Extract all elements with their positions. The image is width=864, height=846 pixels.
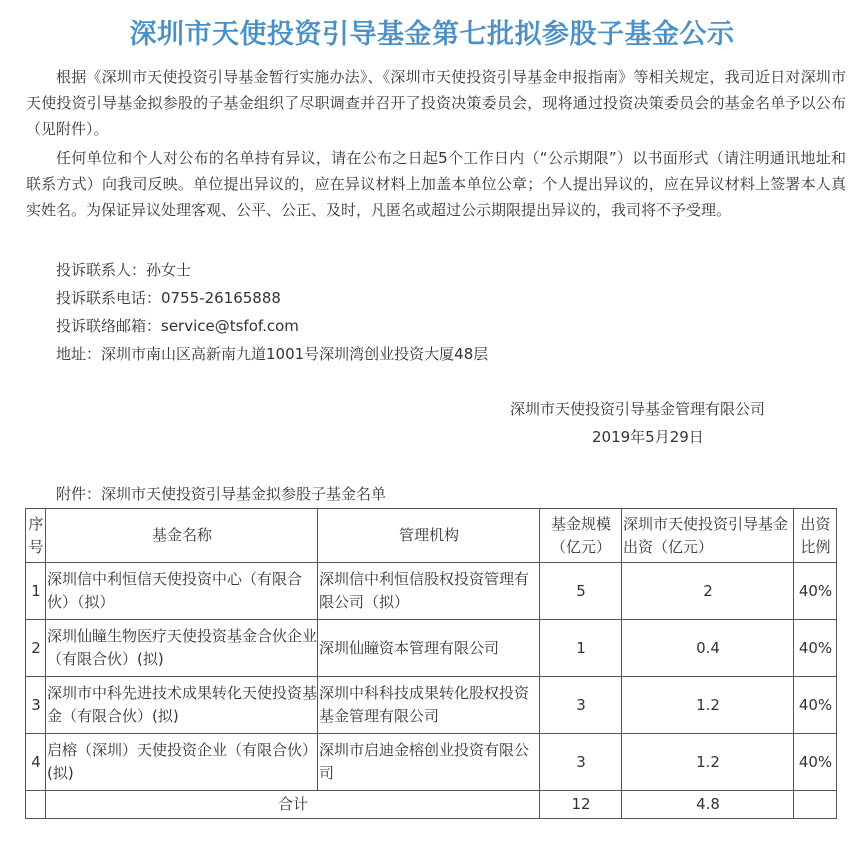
cell-total-contribution: 4.8 bbox=[622, 791, 794, 819]
cell-manager: 深圳信中利恒信股权投资管理有限公司（拟） bbox=[318, 563, 540, 620]
contact-email: 投诉联络邮箱：service@tsfof.com bbox=[56, 317, 299, 335]
cell-manager: 深圳仙瞳资本管理有限公司 bbox=[318, 620, 540, 677]
signature-org: 深圳市天使投资引导基金管理有限公司 bbox=[510, 400, 766, 418]
header-fund-name: 基金名称 bbox=[46, 509, 318, 563]
table-total-row bbox=[26, 791, 837, 819]
cell-no: 3 bbox=[26, 677, 46, 734]
contact-phone: 投诉联系电话：0755-26165888 bbox=[56, 289, 281, 307]
signature-date: 2019年5月29日 bbox=[592, 428, 704, 446]
fund-table bbox=[25, 508, 837, 819]
cell-fund-size: 3 bbox=[540, 734, 622, 791]
cell-total-ratio bbox=[794, 791, 837, 819]
cell-total-size: 12 bbox=[540, 791, 622, 819]
cell-ratio: 40% bbox=[794, 677, 837, 734]
cell-ratio: 40% bbox=[794, 563, 837, 620]
cell-fund-name: 启榕（深圳）天使投资企业（有限合伙）(拟) bbox=[46, 734, 318, 791]
cell-total-label: 合计 bbox=[46, 791, 540, 819]
cell-no: 1 bbox=[26, 563, 46, 620]
paragraph-intro: 根据《深圳市天使投资引导基金暂行实施办法》、《深圳市天使投资引导基金申报指南》等相关规定，我司近日对深圳市天使投资引导基金拟参股的子基金组织了尽职调查并召开了投资决策委员会，现将通过投资决策委员会的基金名单予以公布（见附件）。 bbox=[26, 68, 846, 138]
cell-total-blank bbox=[26, 791, 46, 819]
cell-manager: 深圳市启迪金榕创业投资有限公司 bbox=[318, 734, 540, 791]
table-row bbox=[26, 677, 837, 734]
table-header-row bbox=[26, 509, 837, 563]
table-row bbox=[26, 563, 837, 620]
cell-manager: 深圳中科科技成果转化股权投资基金管理有限公司 bbox=[318, 677, 540, 734]
cell-contribution: 0.4 bbox=[622, 620, 794, 677]
cell-fund-size: 1 bbox=[540, 620, 622, 677]
contact-person: 投诉联系人：孙女士 bbox=[56, 261, 192, 279]
cell-fund-size: 5 bbox=[540, 563, 622, 620]
header-ratio: 出资比例 bbox=[794, 509, 837, 563]
cell-no: 2 bbox=[26, 620, 46, 677]
cell-fund-name: 深圳市中科先进技术成果转化天使投资基金（有限合伙）(拟) bbox=[46, 677, 318, 734]
attachment-label: 附件：深圳市天使投资引导基金拟参股子基金名单 bbox=[56, 485, 387, 503]
cell-contribution: 2 bbox=[622, 563, 794, 620]
cell-fund-name: 深圳仙瞳生物医疗天使投资基金合伙企业（有限合伙）(拟) bbox=[46, 620, 318, 677]
cell-no: 4 bbox=[26, 734, 46, 791]
page-title: 深圳市天使投资引导基金第七批拟参股子基金公示 bbox=[129, 19, 735, 50]
table-row bbox=[26, 620, 837, 677]
cell-ratio: 40% bbox=[794, 734, 837, 791]
cell-fund-name: 深圳信中利恒信天使投资中心（有限合伙）（拟） bbox=[46, 563, 318, 620]
header-no: 序号 bbox=[26, 509, 46, 563]
paragraph-objection: 任何单位和个人对公布的名单持有异议，请在公布之日起5个工作日内（“公示期限”）以书面形式（请注明通讯地址和联系方式）向我司反映。单位提出异议的，应在异议材料上加盖本单位公章；个人提出异议的，应在异议材料上签署本人真实姓名。为保证异议处理客观、公平、公正、及时，凡匿名或超过公示期限提出异议的，我司将不予受理。 bbox=[26, 149, 846, 219]
cell-ratio: 40% bbox=[794, 620, 837, 677]
header-fund-size: 基金规模（亿元） bbox=[540, 509, 622, 563]
cell-fund-size: 3 bbox=[540, 677, 622, 734]
cell-contribution: 1.2 bbox=[622, 677, 794, 734]
header-manager: 管理机构 bbox=[318, 509, 540, 563]
header-contribution: 深圳市天使投资引导基金出资（亿元） bbox=[622, 509, 794, 563]
contact-address: 地址：深圳市南山区高新南九道1001号深圳湾创业投资大厦48层 bbox=[56, 345, 489, 363]
cell-contribution: 1.2 bbox=[622, 734, 794, 791]
table-row bbox=[26, 734, 837, 791]
